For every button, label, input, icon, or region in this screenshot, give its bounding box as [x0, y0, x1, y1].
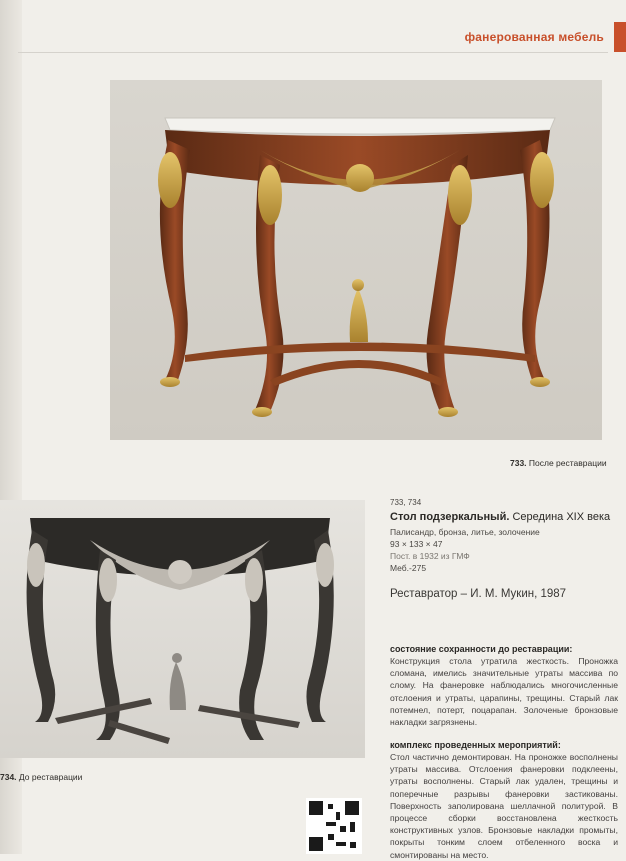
catalogue-entry: [390, 498, 620, 600]
photo-before-restoration: [0, 500, 365, 758]
entry-dimensions: 93 × 133 × 47: [390, 539, 443, 549]
caption-after: 733. После реставрации: [510, 458, 607, 468]
header-tab: [614, 22, 626, 52]
entry-title: Стол подзеркальный. Середина XIX века: [390, 511, 611, 523]
state-section: [390, 644, 618, 728]
entry-numbers: 733, 734: [390, 498, 422, 507]
entry-restorer: Реставратор – И. М. Мукин, 1987: [390, 588, 567, 600]
photo-after-restoration: [110, 80, 602, 440]
entry-materials: Палисандр, бронза, литье, золочение: [390, 527, 540, 537]
section-header: фанерованная мебель: [464, 30, 604, 44]
entry-inventory: Меб.-275: [390, 563, 427, 573]
entry-provenance: Пост. в 1932 из ГМФ: [390, 551, 470, 561]
header-rule: [18, 52, 608, 53]
works-section: [390, 740, 618, 861]
caption-before: 734. До реставрации: [0, 772, 83, 782]
state-text: Конструкция стола утратила жесткость. Проножка сломана, имелись значительные утраты массива по слому. На фанеровке наблюдались многочисленные отслоения и утраты, царапины, трещины. Старый лак потемнел, потерт, поцарапан. Золоченые бронзовые накладки загрязнены.: [390, 656, 618, 728]
works-title: комплекс проведенных мероприятий:: [390, 740, 561, 750]
works-text: Стол частично демонтирован. На проножке восполнены утраты массива. Отслоения фанеровки подклеены, утраты восполнены. Старый лак удален, трещины и поперечные разрывы фанеровки застикованы. Поверхность заполирована шеллачной политурой. В процессе сборки восстановлена жесткость конструктивных узлов. Бронзовые накладки промыты, покрыты тонким слоем отбеленного воска и смонтированы на место.: [390, 752, 618, 860]
state-title: состояние сохранности до реставрации:: [390, 644, 573, 654]
qr-code[interactable]: [306, 798, 362, 854]
